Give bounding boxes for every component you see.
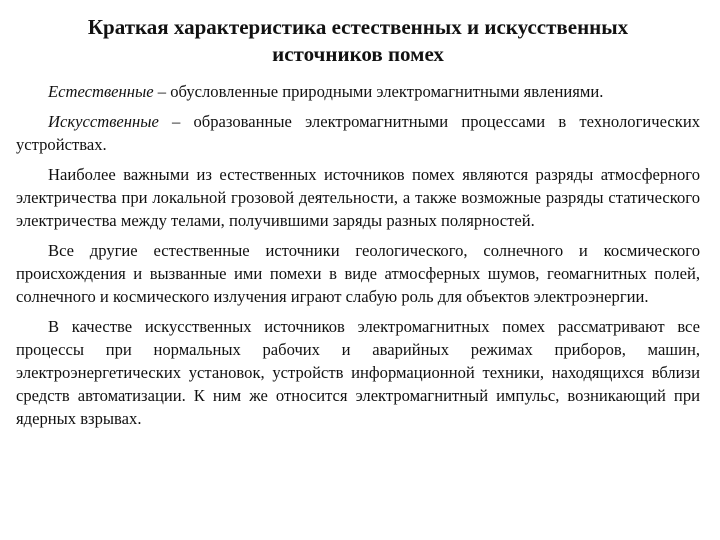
definition-natural: – обусловленные природными электромагнитными явлениями. [153,82,604,101]
slide-title: Краткая характеристика естественных и искусственных источников помех [87,15,629,66]
definition-artificial: – образованные электромагнитными процессами в технологических устройствах. [16,112,700,154]
paragraph-atmospheric-discharges: Наиболее важными из естественных источников помех являются разряды атмосферного электричества при локальной грозовой деятельности, а также возможные разряды статического электричества между телами, получившими заряды разных полярностей. [16,165,700,230]
paragraph-other-natural-sources: Все другие естественные источники геологического, солнечного и космического происхождения и вызванные ими помехи в виде атмосферных шумов, геомагнитных полей, солнечного и космического излучения играют слабую роль для объектов электроэнергии. [16,241,700,306]
paragraph-artificial-sources: В качестве искусственных источников электромагнитных помех рассматривают все процессы при нормальных рабочих и аварийных режимах приборов, машин, электроэнергетических установок, устройств информационной техники, находящихся вблизи средств автоматизации. К ним же относится электромагнитный импульс, возникающий при ядерных взрывах. [16,317,700,428]
paragraph-artificial [16,110,700,156]
term-natural: Естественные [48,82,154,101]
term-artificial: Искусственные [48,112,159,131]
paragraph-natural [16,80,700,103]
